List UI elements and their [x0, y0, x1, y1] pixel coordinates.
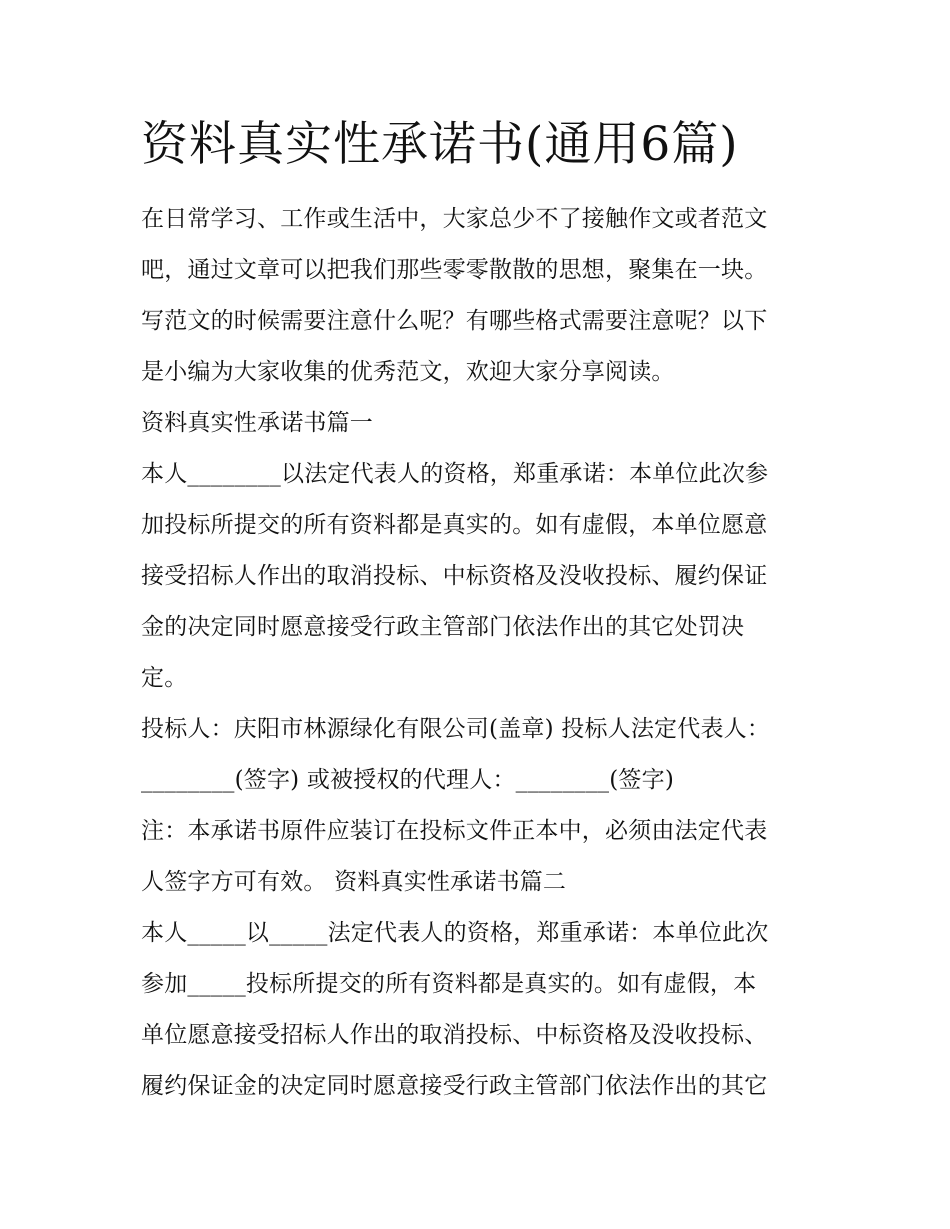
text-line: 金的决定同时愿意接受行政主管部门依法作出的其它处罚决	[141, 614, 745, 640]
text-line: 投标人：庆阳市林源绿化有限公司(盖章) 投标人法定代表人：	[141, 716, 771, 742]
document-body	[141, 194, 820, 1112]
commitment-paragraph-one	[141, 449, 820, 704]
text-line: 是小编为大家收集的优秀范文，欢迎大家分享阅读。	[141, 359, 675, 385]
text-line: 本人_____以_____法定代表人的资格，郑重承诺：本单位此次	[141, 920, 769, 946]
text-line: 参加_____投标所提交的所有资料都是真实的。如有虚假，本	[141, 971, 757, 997]
document-title: 资料真实性承诺书(通用6篇)	[141, 117, 739, 172]
text-line: 吧，通过文章可以把我们那些零零散散的思想，聚集在一块。	[141, 257, 768, 283]
note-paragraph	[141, 806, 820, 908]
text-line: 履约保证金的决定同时愿意接受行政主管部门依法作出的其它	[141, 1073, 768, 1099]
text-line: 本人________以法定代表人的资格，郑重承诺：本单位此次参	[141, 461, 769, 487]
commitment-paragraph-two	[141, 908, 820, 1112]
text-line: 接受招标人作出的取消投标、中标资格及没收投标、履约保证	[141, 563, 768, 589]
signature-paragraph	[141, 704, 820, 806]
text-line: 注：本承诺书原件应装订在投标文件正本中，必须由法定代表	[141, 818, 768, 844]
text-line: 资料真实性承诺书篇一	[141, 410, 373, 436]
text-line: ________(签字) 或被授权的代理人：________(签字)	[141, 767, 675, 793]
section-heading-one	[141, 398, 820, 449]
text-line: 单位愿意接受招标人作出的取消投标、中标资格及没收投标、	[141, 1022, 768, 1048]
text-line: 写范文的时候需要注意什么呢？有哪些格式需要注意呢？以下	[141, 308, 768, 334]
text-line: 在日常学习、工作或生活中，大家总少不了接触作文或者范文	[141, 206, 768, 232]
text-line: 人签字方可有效。 资料真实性承诺书篇二	[141, 869, 567, 895]
text-line: 加投标所提交的所有资料都是真实的。如有虚假，本单位愿意	[141, 512, 768, 538]
text-line: 定。	[141, 665, 188, 691]
intro-paragraph	[141, 194, 820, 398]
